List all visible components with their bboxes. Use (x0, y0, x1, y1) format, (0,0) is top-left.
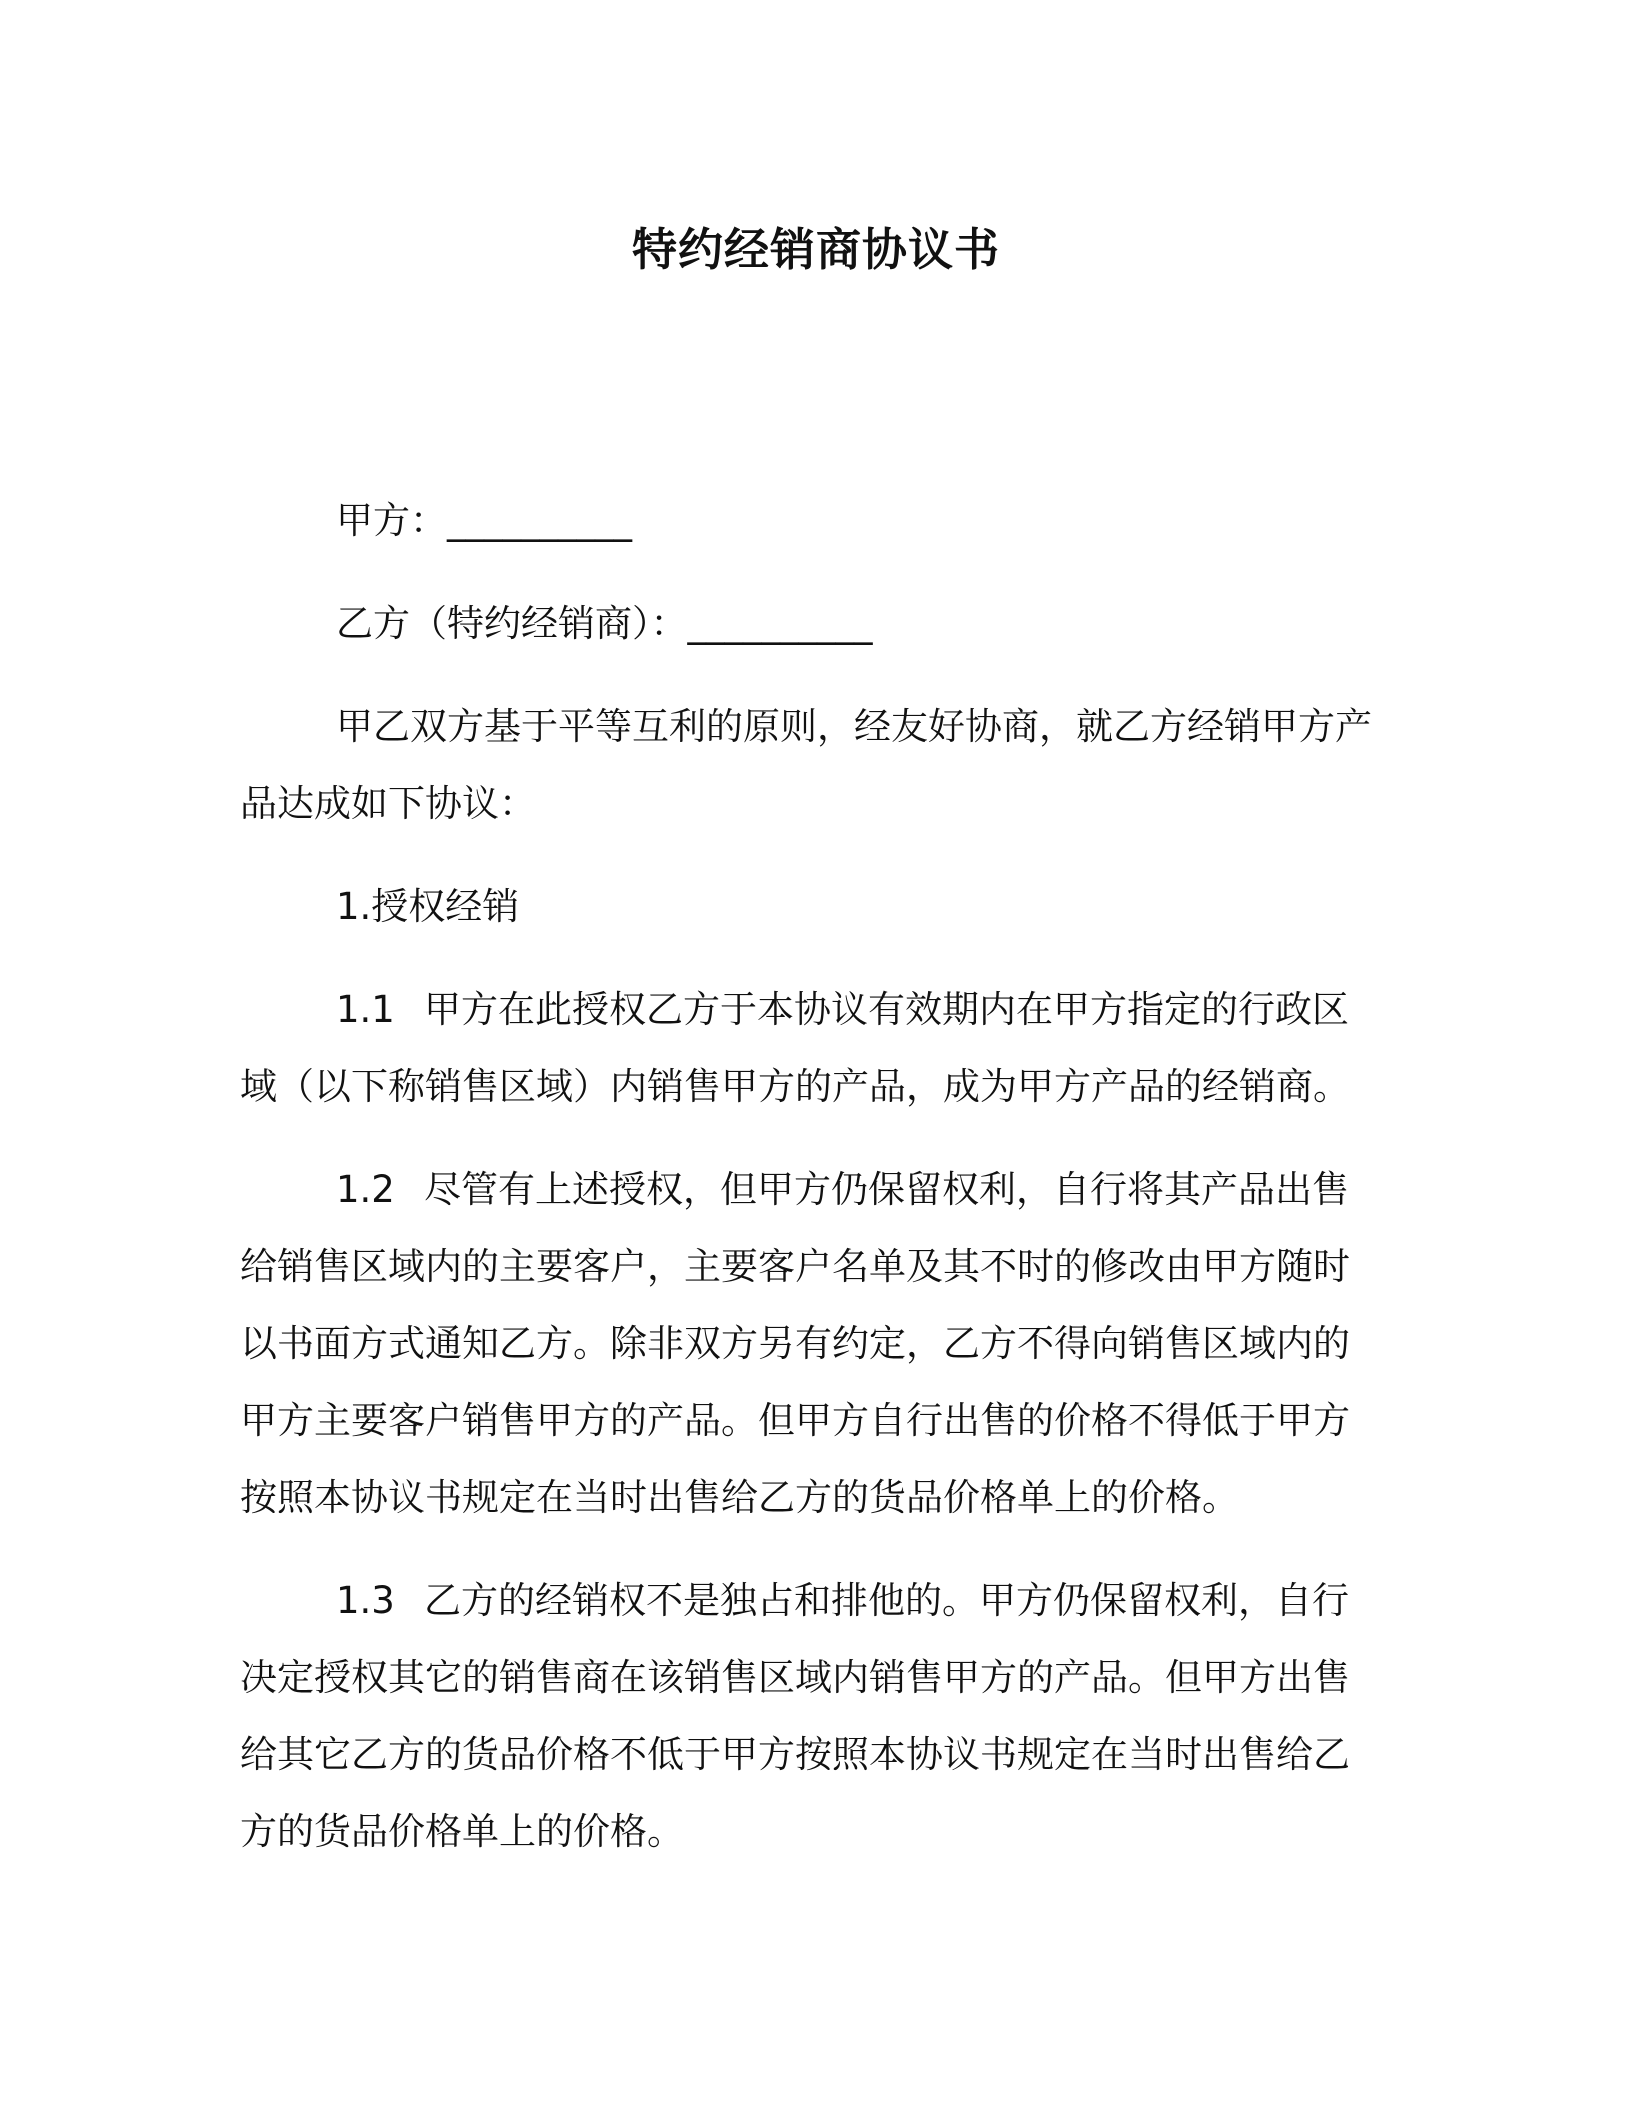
section-1-heading: 1.授权经销 (336, 885, 520, 928)
clause-text: 给其它乙方的货品价格不低于甲方按照本协议书规定在当时出售给乙 (240, 1733, 1350, 1776)
clause-line (240, 1562, 1370, 1639)
clause-1-1 (240, 971, 1370, 1125)
preamble-line: 品达成如下协议： (240, 782, 536, 825)
document-title: 特约经销商协议书 (631, 223, 1000, 276)
clause-text: 方的货品价格单上的价格。 (240, 1810, 684, 1853)
clause-text: 尽管有上述授权，但甲方仍保留权利，自行将其产品出售 (424, 1168, 1349, 1211)
clause-line (240, 1228, 1370, 1305)
section-heading (240, 868, 1370, 945)
party-a-line: 甲方：__________ (336, 499, 632, 542)
clause-text: 按照本协议书规定在当时出售给乙方的货品价格单上的价格。 (240, 1476, 1239, 1519)
clause-text: 以书面方式通知乙方。除非双方另有约定，乙方不得向销售区域内的 (240, 1322, 1350, 1365)
clause-text: 乙方的经销权不是独占和排他的。甲方仍保留权利，自行 (424, 1579, 1349, 1622)
clause-line (240, 1459, 1370, 1536)
clause-text: 甲方在此授权乙方于本协议有效期内在甲方指定的行政区 (424, 988, 1349, 1031)
preamble-line: 甲乙双方基于平等互利的原则，经友好协商，就乙方经销甲方产 (336, 705, 1372, 748)
clause-number: 1.3 (336, 1579, 395, 1622)
clause-1-3 (240, 1562, 1370, 1870)
clause-text: 决定授权其它的销售商在该销售区域内销售甲方的产品。但甲方出售 (240, 1656, 1350, 1699)
clause-text: 域（以下称销售区域）内销售甲方的产品，成为甲方产品的经销商。 (240, 1065, 1350, 1108)
clause-line (240, 1716, 1370, 1793)
preamble (240, 688, 1370, 842)
clause-1-2 (240, 1151, 1370, 1536)
clause-number: 1.1 (336, 988, 395, 1031)
party-a (240, 482, 1370, 559)
clause-number: 1.2 (336, 1168, 395, 1211)
clause-line (240, 1793, 1370, 1870)
clause-line (240, 971, 1370, 1048)
clause-line (240, 1639, 1370, 1716)
party-b-line: 乙方（特约经销商）：__________ (336, 602, 873, 645)
clause-text: 甲方主要客户销售甲方的产品。但甲方自行出售的价格不得低于甲方 (240, 1399, 1350, 1442)
clause-line (240, 1305, 1370, 1382)
document-body (240, 482, 1370, 1896)
clause-line (240, 1382, 1370, 1459)
clause-line (240, 1151, 1370, 1228)
clauses (240, 971, 1370, 1870)
clause-text: 给销售区域内的主要客户，主要客户名单及其不时的修改由甲方随时 (240, 1245, 1350, 1288)
clause-line (240, 1048, 1370, 1125)
party-b (240, 585, 1370, 662)
